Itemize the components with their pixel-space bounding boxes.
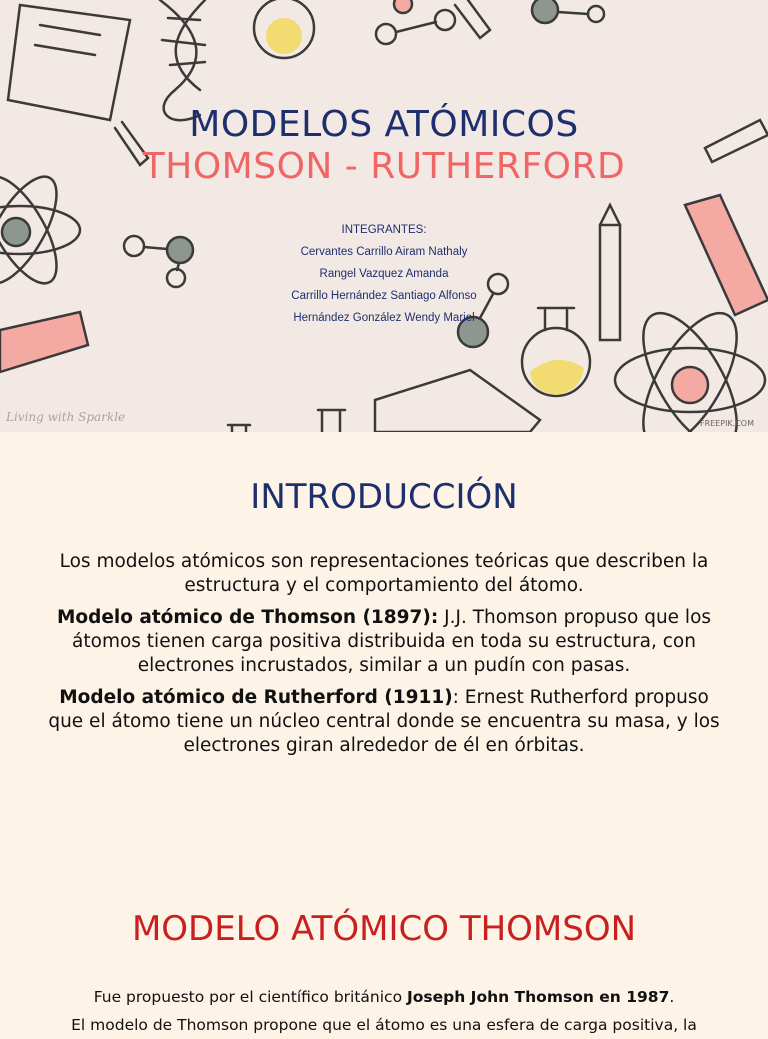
thomson-label: Modelo atómico de Thomson (1897): <box>56 607 439 628</box>
members-list <box>0 219 768 329</box>
thomson-title: MODELO ATÓMICO THOMSON <box>131 909 637 949</box>
intro-title: INTRODUCCIÓN <box>250 477 518 517</box>
thomson-line-2: El modelo de Thomson propone que el átomo es una esfera de carga positiva, la <box>71 1016 697 1034</box>
member-name: Cervantes Carrillo Airam Nathaly <box>300 246 468 258</box>
credit-watermark-left: Living with Sparkle <box>6 410 126 424</box>
rutherford-paragraph <box>40 686 728 758</box>
intro-body <box>40 550 728 766</box>
rutherford-label: Modelo atómico de Rutherford (1911) <box>59 687 453 708</box>
title-slide <box>0 0 768 432</box>
credit-watermark-right: FREEPIK.COM <box>699 419 754 428</box>
rutherford-text: : Ernest Rutherford propuso que el átomo tiene un núcleo central donde se encuentra su masa, y los electrones giran alrededor de él en órbitas. <box>48 687 720 756</box>
member-name: Hernández González Wendy Mariel <box>293 312 475 324</box>
intro-paragraph: Los modelos atómicos son representaciones teóricas que describen la estructura y el comportamiento del átomo. <box>59 551 709 596</box>
member-name: Carrillo Hernández Santiago Alfonso <box>291 290 477 302</box>
members-heading: INTEGRANTES: <box>341 224 427 236</box>
thomson-line-1-bold: Joseph John Thomson en 1987 <box>407 988 670 1006</box>
thomson-slide <box>0 864 768 1034</box>
thomson-paragraph <box>40 606 728 678</box>
slide-subtitle: THOMSON - RUTHERFORD <box>142 146 626 187</box>
intro-slide <box>0 432 768 864</box>
thomson-line-1-end: . <box>669 988 675 1006</box>
member-name: Rangel Vazquez Amanda <box>319 268 449 280</box>
thomson-line-1-text: Fue propuesto por el científico británico <box>93 988 407 1006</box>
science-doodles-illustration <box>0 0 768 432</box>
thomson-line-1 <box>40 983 728 1011</box>
thomson-body <box>40 983 728 1039</box>
thomson-text: J.J. Thomson propuso que los átomos tienen carga positiva distribuida en toda su estructura, con electrones incrustados, similar a un pudín con pasas. <box>72 607 712 676</box>
slide-title: MODELOS ATÓMICOS <box>189 104 579 145</box>
